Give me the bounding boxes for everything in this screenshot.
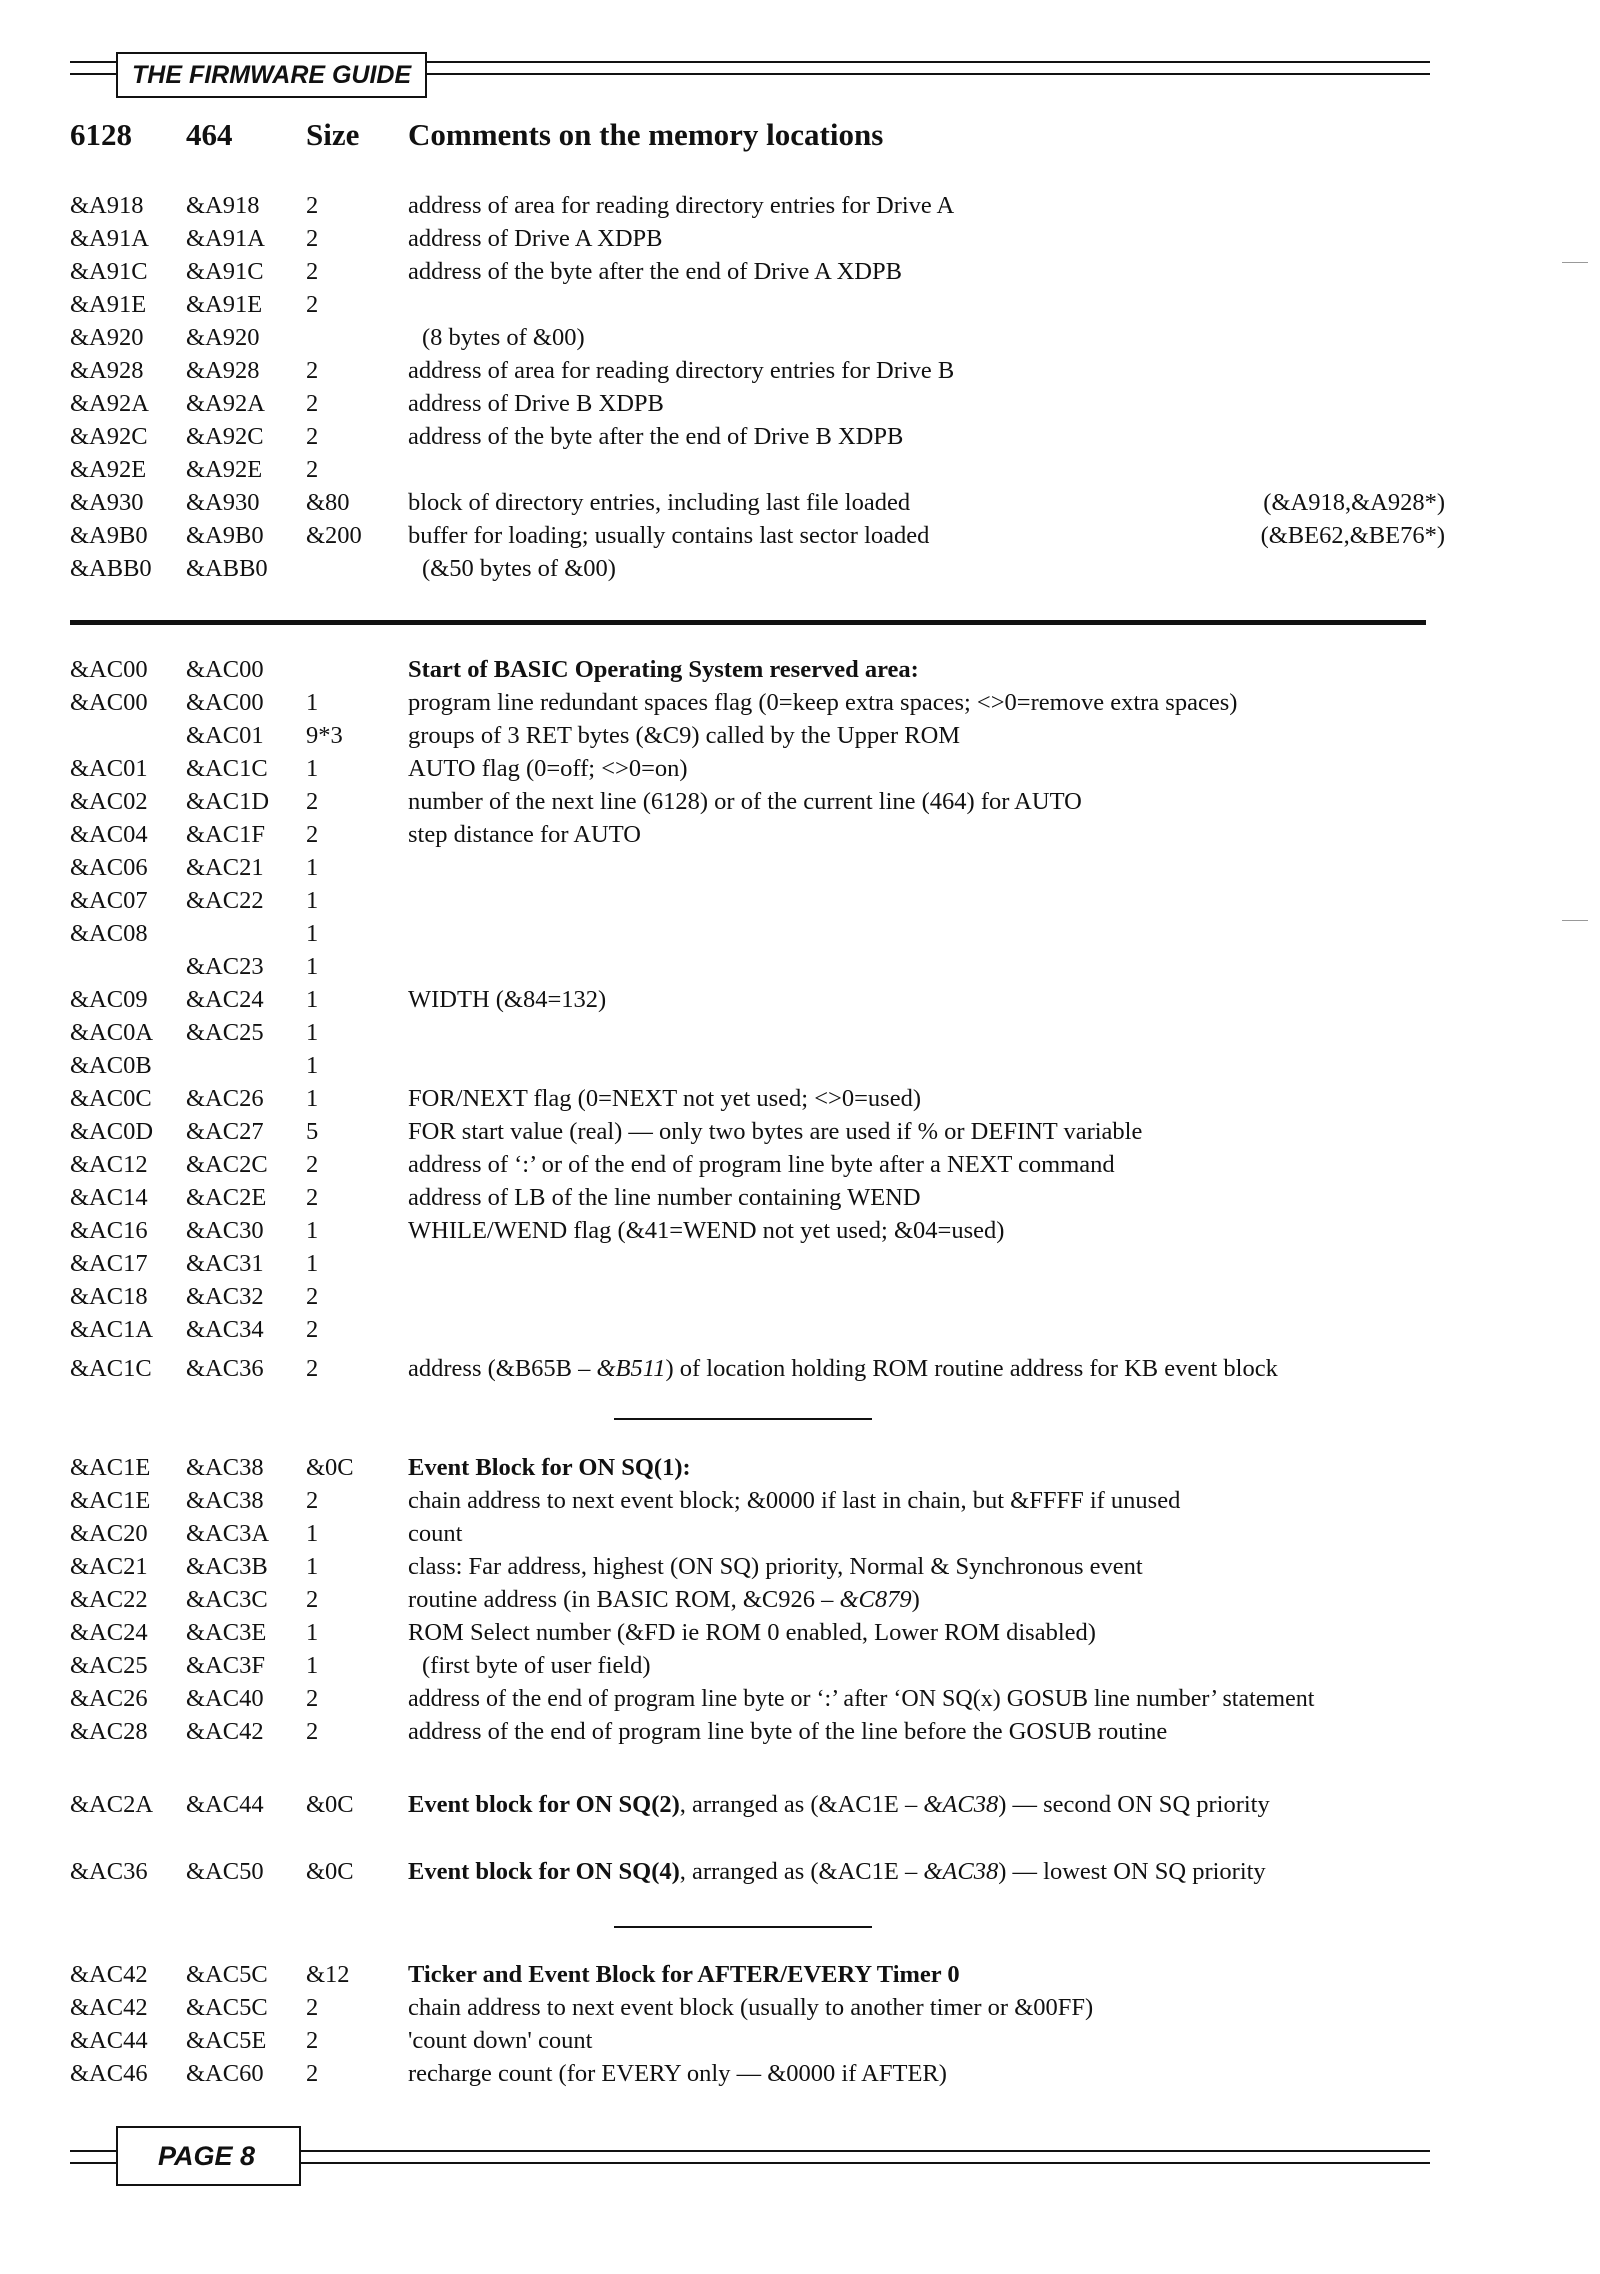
table-row: &A920 &A920 (8 bytes of &00) (70, 324, 585, 351)
table-row: &AC1A &AC34 2 (70, 1316, 319, 1343)
table-row: &AC46 &AC60 2 recharge count (for EVERY only — &0000 if AFTER) (70, 2060, 947, 2087)
col-header-comments: Comments on the memory locations (408, 117, 884, 152)
table-row: &AC25 &AC3F 1 (first byte of user field) (70, 1652, 651, 1679)
col-header-464: 464 (186, 117, 233, 152)
table-row: &AC18 &AC32 2 (70, 1283, 319, 1310)
table-row: &AC14 &AC2E 2 address of LB of the line number containing WEND (70, 1184, 921, 1211)
table-row: &A91C &A91C 2 address of the byte after the end of Drive A XDPB (70, 258, 902, 285)
table-row: &AC07 &AC22 1 (70, 887, 319, 914)
table-row: &AC0D &AC27 5 FOR start value (real) — only two bytes are used if % or DEFINT variable (70, 1118, 1143, 1145)
table-row: &A92E &A92E 2 (70, 456, 319, 483)
table-row: &A928 &A928 2 address of area for reading directory entries for Drive B (70, 357, 955, 384)
table-row: &AC02 &AC1D 2 number of the next line (6128) or of the current line (464) for AUTO (70, 788, 1082, 815)
footer-banner (70, 2126, 1430, 2186)
table-row: &AC06 &AC21 1 (70, 854, 319, 881)
table-row: &AC2A &AC44 &0C Event block for ON SQ(2), arranged as (&AC1E – &AC38) — second ON SQ priority (70, 1791, 1270, 1818)
table-row: &A91A &A91A 2 address of Drive A XDPB (70, 225, 663, 252)
table-row: &A930 &A930 &80 block of directory entries, including last file loaded (&A918,&A928*) (70, 489, 1445, 516)
table-row: &AC44 &AC5E 2 'count down' count (70, 2027, 593, 2054)
table-row: &AC04 &AC1F 2 step distance for AUTO (70, 821, 641, 848)
table-row: &AC26 &AC40 2 address of the end of program line byte or ‘:’ after ‘ON SQ(x) GOSUB line number’ statement (70, 1685, 1315, 1712)
table-row: &A9B0 &A9B0 &200 buffer for loading; usually contains last sector loaded (&BE62,&BE76*) (70, 522, 1445, 549)
table-row: &AC36 &AC50 &0C Event block for ON SQ(4), arranged as (&AC1E – &AC38) — lowest ON SQ priority (70, 1858, 1266, 1885)
table-row: &AC28 &AC42 2 address of the end of program line byte of the line before the GOSUB routine (70, 1718, 1168, 1745)
table-row: &A918 &A918 2 address of area for reading directory entries for Drive A (70, 192, 955, 219)
margin-mark (1562, 920, 1588, 921)
table-row: &AC12 &AC2C 2 address of ‘:’ or of the end of program line byte after a NEXT command (70, 1151, 1115, 1178)
table-row: &AC21 &AC3B 1 class: Far address, highest (ON SQ) priority, Normal & Synchronous event (70, 1553, 1143, 1580)
table-row: &AC09 &AC24 1 WIDTH (&84=132) (70, 986, 607, 1013)
table-row: &AC22 &AC3C 2 routine address (in BASIC ROM, &C926 – &C879) (70, 1586, 920, 1613)
section-divider (614, 1926, 872, 1928)
table-row: &AC42 &AC5C 2 chain address to next event block (usually to another timer or &00FF) (70, 1994, 1094, 2021)
table-row: &AC01 &AC1C 1 AUTO flag (0=off; <>0=on) (70, 755, 688, 782)
table-row: &AC17 &AC31 1 (70, 1250, 319, 1277)
table-row: &AC0B 1 (70, 1052, 319, 1079)
section-divider (614, 1418, 872, 1420)
table-row: &AC0C &AC26 1 FOR/NEXT flag (0=NEXT not yet used; <>0=used) (70, 1085, 922, 1112)
header-banner (70, 52, 1430, 98)
margin-mark (1562, 262, 1588, 263)
table-row: &AC00 &AC00 Start of BASIC Operating System reserved area: (70, 656, 919, 683)
table-row: &AC23 1 (186, 953, 319, 980)
col-header-6128: 6128 (70, 117, 132, 152)
section-divider (70, 620, 1426, 625)
table-row: &AC42 &AC5C &12 Ticker and Event Block for AFTER/EVERY Timer 0 (70, 1961, 960, 1988)
table-row: &A91E &A91E 2 (70, 291, 319, 318)
page-number: PAGE 8 (116, 2126, 301, 2186)
table-row: &AC01 9*3 groups of 3 RET bytes (&C9) called by the Upper ROM (186, 722, 961, 749)
page-title: THE FIRMWARE GUIDE (116, 52, 427, 98)
table-row: &AC20 &AC3A 1 count (70, 1520, 463, 1547)
table-row: &AC0A &AC25 1 (70, 1019, 319, 1046)
table-row: &AC1E &AC38 2 chain address to next event block; &0000 if last in chain, but &FFFF if unused (70, 1487, 1181, 1514)
table-row: &A92A &A92A 2 address of Drive B XDPB (70, 390, 664, 417)
table-row: &A92C &A92C 2 address of the byte after the end of Drive B XDPB (70, 423, 904, 450)
table-row: &AC1C &AC36 2 address (&B65B – &B511) of location holding ROM routine address for KB event block (70, 1355, 1278, 1382)
table-row: &AC1E &AC38 &0C Event Block for ON SQ(1): (70, 1454, 691, 1481)
col-header-size: Size (306, 117, 360, 152)
table-row: &AC16 &AC30 1 WHILE/WEND flag (&41=WEND not yet used; &04=used) (70, 1217, 1005, 1244)
table-row: &AC00 &AC00 1 program line redundant spaces flag (0=keep extra spaces; <>0=remove extra spaces) (70, 689, 1238, 716)
table-row: &AC08 1 (70, 920, 319, 947)
table-row: &ABB0 &ABB0 (&50 bytes of &00) (70, 555, 616, 582)
table-row: &AC24 &AC3E 1 ROM Select number (&FD ie ROM 0 enabled, Lower ROM disabled) (70, 1619, 1096, 1646)
